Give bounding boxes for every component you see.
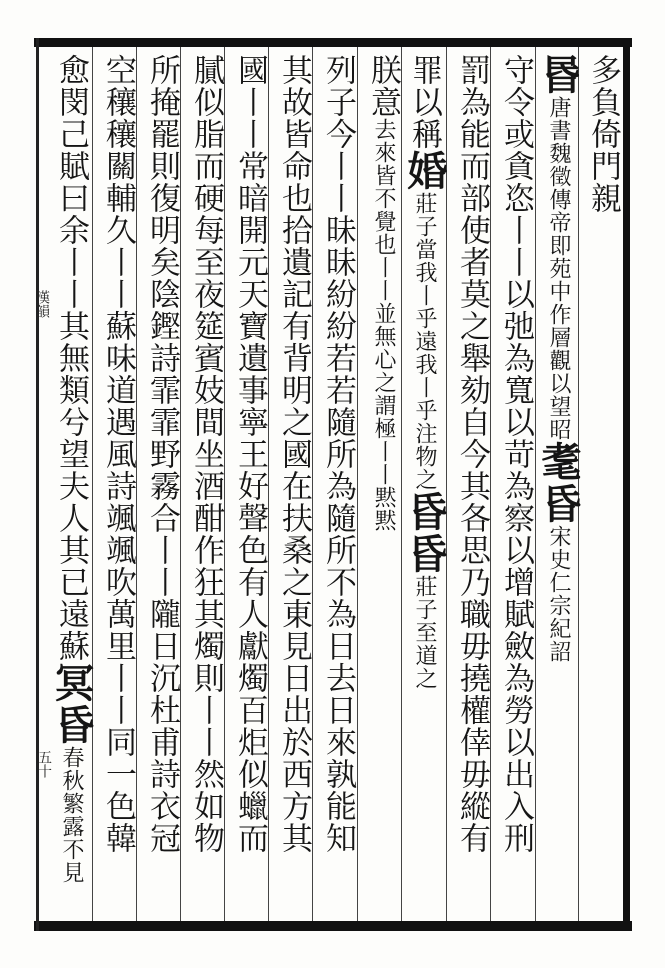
column-text: 朕意 [365,54,401,118]
annotation-text: 莊子當我丨乎遠我丨乎注物之 [412,192,437,491]
column-text: 膩似脂而硬每至夜筵賓妓間坐酒酣作狂其燭則丨丨然如物 [188,54,224,854]
text-column-9 [229,54,269,920]
text-column-11 [141,54,181,920]
headword: 婚 [401,150,448,192]
column-text: 國丨丨常暗開元天寶遺事寧王好聲色有人獻燭百炬似蠟而 [232,54,268,854]
headword: 冥昏 [48,662,95,746]
annotation-text: 宋史仁宗紀詔 [546,525,571,663]
column-text: 罰為能而部使者莫之舉劾自今其各思乃職毋撓權倖毋縱有 [454,54,490,854]
text-column-4 [451,54,491,920]
column-text: 罪以稱 [406,54,442,150]
text-column-1 [582,54,622,920]
column-text: 多負倚門親 [585,54,621,214]
annotation-text: 春秋繁 [59,746,84,815]
text-column-5 [401,54,448,920]
text-column-13 [48,54,95,920]
text-column-7 [317,54,357,920]
text-column-2 [535,54,582,920]
margin-label: 漢韻 [34,290,50,318]
column-text: 愈閔己賦曰余丨丨其無類兮望夫人其已遠蘇 [53,54,89,662]
column-divider [357,47,358,921]
column-text: 其故皆命也拾遺記有背明之國在扶桑之東見日出於西方其 [276,54,312,854]
headword: 昏昏 [401,491,448,575]
annotation-text: 唐書魏徵傳帝即苑中作層觀以望昭 [546,96,571,441]
annotation-text: 去來皆不覺也丨丨並無心之謂 [371,118,396,417]
headword: 昬 [535,54,582,96]
text-column-6 [362,54,402,920]
annotation-text: 極丨丨黙黙 [371,417,396,532]
headword: 耄昏 [535,441,582,525]
folio-number: 五十 [36,750,52,778]
text-column-12 [97,54,137,920]
text-column-8 [273,54,313,920]
column-text: 所掩罷則復明矣陰鏗詩霏霏野霧合丨丨隴日沉杜甫詩衣冠 [144,54,180,854]
right-border [623,38,630,931]
text-column-3 [495,54,535,920]
bottom-border [34,921,632,931]
column-text: 列子今丨丨昧昧紛紛若若隨所為隨所不為日去日來孰能知 [320,54,356,854]
text-column-10 [185,54,225,920]
column-text: 空穰穰關輔久丨丨蘇味道遇風詩颯颯吹萬里丨丨同一色韓 [100,54,136,854]
top-border [34,38,632,47]
column-text: 守令或貪恣丨丨以弛為寬以苛為察以增賦斂為勞以出入刑 [498,54,534,854]
annotation-text: 露不見 [59,815,84,884]
annotation-text: 莊子至道之 [412,575,437,690]
